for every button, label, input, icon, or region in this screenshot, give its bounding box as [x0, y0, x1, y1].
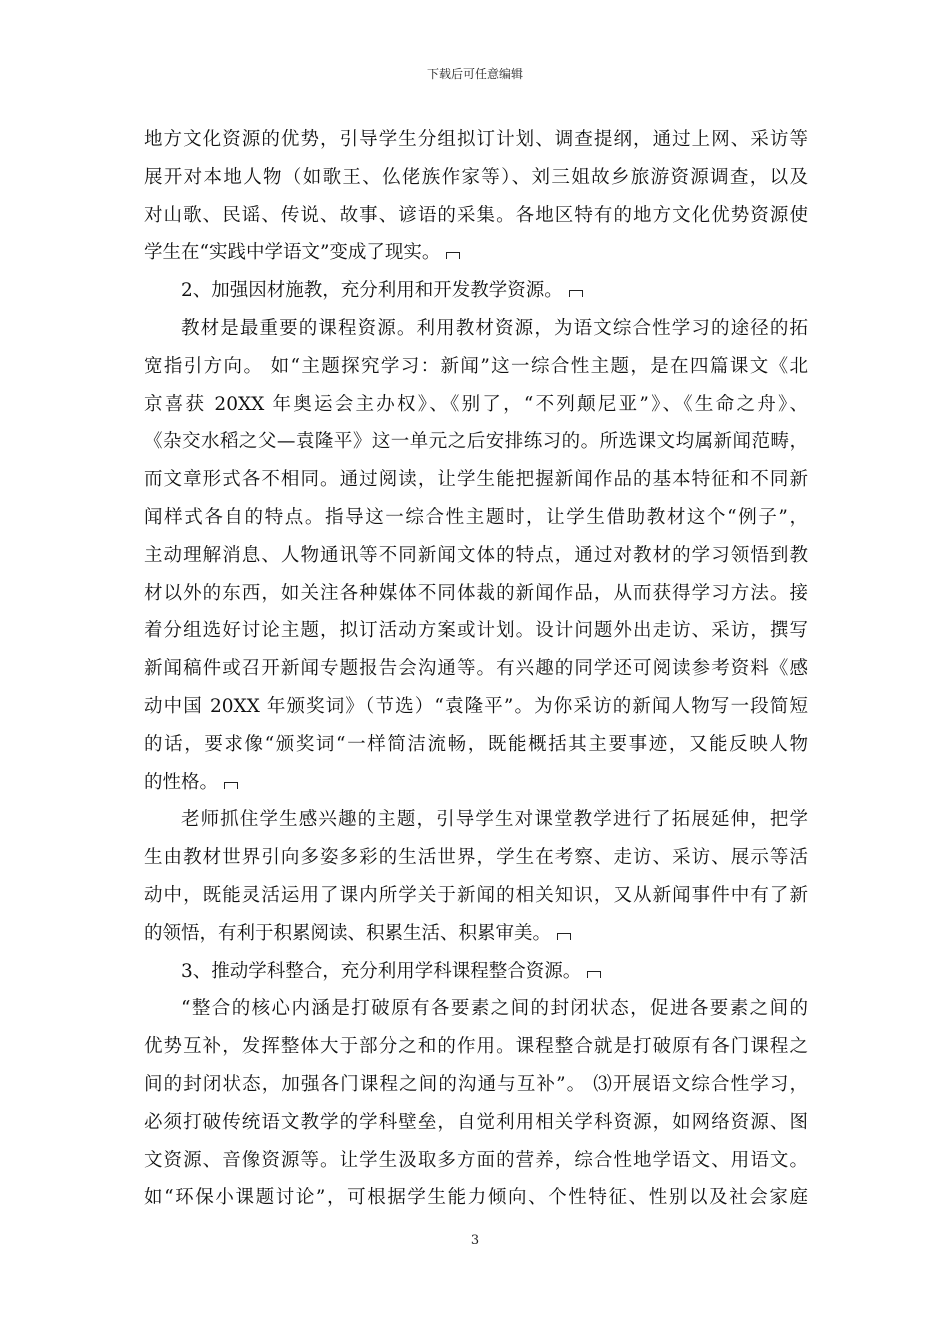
text-line: 的性格。 — [144, 771, 219, 793]
text-line: 闻样式各自的特点。指导这一综合性主题时，让学生借助教材这个“例子”， — [144, 506, 808, 528]
section-heading: 2、加强因材施教，充分利用和开发教学资源。 — [181, 280, 563, 302]
text-line: 的领悟，有利于积累阅读、积累生活、积累审美。 — [144, 922, 552, 944]
text-line: 间的封闭状态，加强各门课程之间的沟通与互补”。 ⑶开展语文综合性学习， — [144, 1073, 808, 1095]
text-line: 着分组选好讨论主题，拟订活动方案或计划。设计问题外出走访、采访，撰写 — [144, 620, 808, 642]
heading-line — [144, 272, 808, 310]
paragraph-mark-icon — [446, 252, 460, 259]
text-line: 教材是最重要的课程资源。利用教材资源，为语文综合性学习的途径的拓 — [181, 317, 808, 339]
text-line: 新闻稿件或召开新闻专题报告会沟通等。有兴趣的同学还可阅读参考资料《感 — [144, 658, 808, 680]
text-line: “整合的核心内涵是打破原有各要素之间的封闭状态，促进各要素之间的 — [181, 998, 808, 1020]
text-line: 宽指引方向。 如“主题探究学习：新闻”这一综合性主题，是在四篇课文《北 — [144, 355, 808, 377]
section-heading: 3、推动学科整合，充分利用学科课程整合资源。 — [181, 960, 582, 982]
text-line: 优势互补，发挥整体大于部分之和的作用。课程整合就是打破原有各门课程之 — [144, 1036, 808, 1058]
text-line: 如“环保小课题讨论”，可根据学生能力倾向、个性特征、性别以及社会家庭 — [144, 1187, 808, 1209]
text-line: 的话，要求像“颁奖词“一样简洁流畅，既能概括其主要事迹，又能反映人物 — [144, 733, 808, 755]
paragraph-end-line — [144, 764, 808, 802]
paragraph-mark-icon — [224, 782, 238, 789]
text-line: 材以外的东西，如关注各种媒体不同体裁的新闻作品，从而获得学习方法。接 — [144, 582, 808, 604]
text-line: 《杂交水稻之父—袁隆平》这一单元之后安排练习的。所选课文均属新闻范畴， — [144, 431, 808, 453]
text-line: 展开对本地人物（如歌王、仫佬族作家等）、刘三姐故乡旅游资源调查，以及 — [144, 166, 808, 188]
text-line: 动中，既能灵活运用了课内所学关于新闻的相关知识，又从新闻事件中有了新 — [144, 884, 808, 906]
text-line: 动中国 20XX 年颁奖词》（节选）“袁隆平”。为你采访的新闻人物写一段简短 — [144, 695, 808, 717]
heading-line — [144, 953, 808, 991]
text-line: 必须打破传统语文教学的学科壁垒，自觉利用相关学科资源，如网络资源、图 — [144, 1111, 808, 1133]
text-line: 老师抓住学生感兴趣的主题，引导学生对课堂教学进行了拓展延伸，把学 — [181, 809, 808, 831]
text-line: 对山歌、民谣、传说、故事、谚语的采集。各地区特有的地方文化优势资源使 — [144, 204, 808, 226]
text-line: 文资源、音像资源等。让学生汲取多方面的营养，综合性地学语文、用语文。 — [144, 1149, 808, 1171]
text-line: 京喜获 20XX 年奥运会主办权》、《别了，“不列颠尼亚”》、《生命之舟》、 — [144, 393, 808, 415]
text-line: 主动理解消息、人物通讯等不同新闻文体的特点，通过对教材的学习领悟到教 — [144, 544, 808, 566]
paragraph-mark-icon — [587, 971, 601, 978]
paragraph-end-line — [144, 915, 808, 953]
page-number: 3 — [470, 1233, 480, 1248]
text-line: 而文章形式各不相同。通过阅读，让学生能把握新闻作品的基本特征和不同新 — [144, 469, 808, 491]
text-line: 生由教材世界引向多姿多彩的生活世界，学生在考察、走访、采访、展示等活 — [144, 847, 808, 869]
paragraph-end-line — [144, 234, 808, 272]
page-header: 下载后可任意编辑 — [426, 67, 523, 81]
paragraph-mark-icon — [569, 290, 583, 297]
text-line: 学生在“实践中学语文”变成了现实。 — [144, 242, 441, 264]
paragraph-mark-icon — [557, 933, 571, 940]
text-line: 地方文化资源的优势，引导学生分组拟订计划、调查提纲，通过上网、采访等 — [144, 129, 808, 150]
document-body — [144, 121, 808, 1217]
